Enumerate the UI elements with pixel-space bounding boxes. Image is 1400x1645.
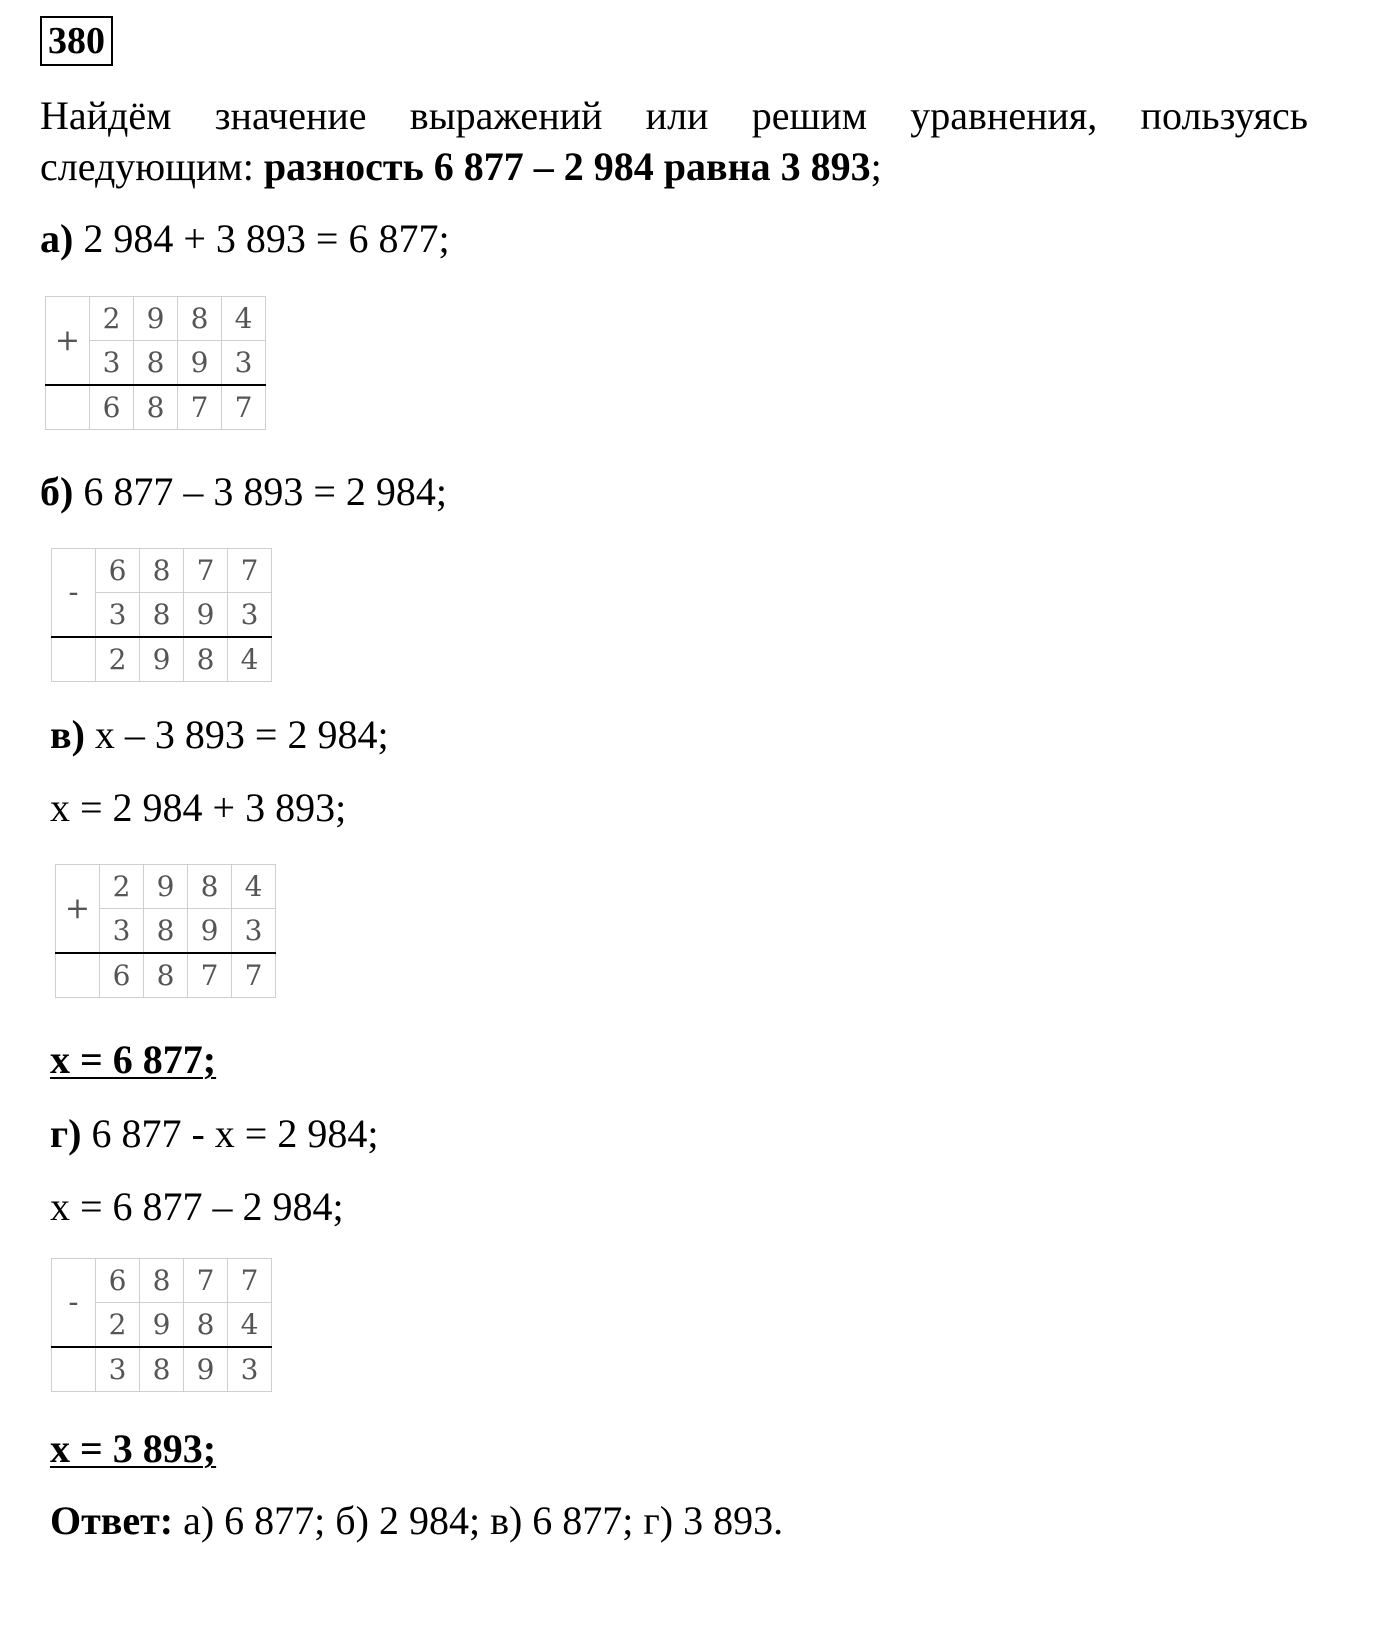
- part-a-expression: [40, 215, 450, 263]
- calc-digit: 3: [96, 1347, 140, 1392]
- calc-digit: 2: [90, 297, 134, 341]
- calc-digit: 8: [134, 385, 178, 430]
- intro-key-fact: разность 6 877 – 2 984 равна 3 893: [263, 144, 871, 189]
- part-v-label: в): [50, 712, 85, 757]
- calc-digit: 7: [228, 1259, 272, 1303]
- calc-digit: 8: [144, 953, 188, 998]
- calc-result-row: [56, 953, 276, 998]
- intro-line-2: [40, 143, 882, 191]
- calc-digit: 4: [222, 297, 266, 341]
- part-b-expression: [40, 468, 447, 516]
- calc-row: [46, 297, 266, 341]
- calc-digit: 8: [184, 637, 228, 682]
- calc-digit: 2: [96, 1303, 140, 1348]
- part-b-label: б): [40, 469, 74, 514]
- calc-digit: 7: [228, 549, 272, 593]
- calc-digit: 3: [96, 593, 140, 638]
- intro-line-1: Найдём значение выражений или решим уравнения, пользуясь: [40, 93, 1308, 138]
- calc-digit: 3: [100, 909, 144, 954]
- part-b-expr: 6 877 – 3 893 = 2 984;: [73, 469, 447, 514]
- final-answer: [50, 1497, 783, 1545]
- calc-digit: 8: [178, 297, 222, 341]
- calc-digit: 3: [228, 1347, 272, 1392]
- calc-digit: 4: [228, 1303, 272, 1348]
- calc-digit: 6: [90, 385, 134, 430]
- calc-digit: 3: [228, 593, 272, 638]
- calc-digit: 7: [178, 385, 222, 430]
- calc-empty-cell: [52, 637, 96, 682]
- problem-number: 380: [40, 16, 113, 66]
- part-v-column-calc: [55, 864, 276, 998]
- calc-row: [56, 865, 276, 909]
- calc-digit: 8: [188, 865, 232, 909]
- calc-sign: -: [52, 549, 96, 638]
- calc-empty-cell: [56, 953, 100, 998]
- calc-result-row: [52, 637, 272, 682]
- calc-digit: 7: [188, 953, 232, 998]
- part-v-answer-text: х = 6 877;: [50, 1037, 217, 1082]
- part-a-label: а): [40, 216, 74, 261]
- part-g-column-calc: [51, 1258, 272, 1392]
- calc-digit: 9: [140, 637, 184, 682]
- calc-digit: 9: [140, 1303, 184, 1348]
- part-g-answer: [50, 1425, 216, 1473]
- part-v-step: х = 2 984 + 3 893;: [50, 785, 347, 830]
- calc-digit: 9: [188, 909, 232, 954]
- calc-digit: 8: [184, 1303, 228, 1348]
- calc-row: [52, 549, 272, 593]
- calc-digit: 4: [228, 637, 272, 682]
- calc-digit: 9: [178, 341, 222, 386]
- part-b-column-calc: [51, 548, 272, 682]
- calc-digit: 2: [96, 637, 140, 682]
- intro-suffix: ;: [870, 144, 882, 189]
- part-v-expression: [50, 711, 389, 759]
- part-g-expression: [50, 1110, 378, 1158]
- calc-digit: 3: [90, 341, 134, 386]
- calc-row: [52, 1259, 272, 1303]
- calc-result-row: [46, 385, 266, 430]
- calc-digit: 3: [222, 341, 266, 386]
- calc-digit: 6: [100, 953, 144, 998]
- calc-digit: 9: [184, 593, 228, 638]
- calc-digit: 8: [140, 1347, 184, 1392]
- final-answer-text: а) 6 877; б) 2 984; в) 6 877; г) 3 893.: [173, 1498, 784, 1543]
- part-a-expr: 2 984 + 3 893 = 6 877;: [73, 216, 450, 261]
- calc-digit: 8: [140, 593, 184, 638]
- calc-digit: 6: [96, 549, 140, 593]
- calc-empty-cell: [46, 385, 90, 430]
- calc-sign: -: [52, 1259, 96, 1348]
- calc-digit: 8: [134, 341, 178, 386]
- part-g-step: х = 6 877 – 2 984;: [50, 1184, 344, 1229]
- calc-digit: 4: [232, 865, 276, 909]
- part-v-answer: [50, 1036, 216, 1084]
- part-v-expr: х – 3 893 = 2 984;: [84, 712, 389, 757]
- calc-digit: 7: [184, 549, 228, 593]
- calc-digit: 2: [100, 865, 144, 909]
- calc-digit: 8: [140, 1259, 184, 1303]
- part-g-expr: 6 877 - х = 2 984;: [81, 1111, 379, 1156]
- calc-digit: 6: [96, 1259, 140, 1303]
- calc-digit: 9: [134, 297, 178, 341]
- calc-digit: 9: [144, 865, 188, 909]
- calc-sign: +: [56, 865, 100, 954]
- calc-digit: 7: [184, 1259, 228, 1303]
- calc-digit: 8: [140, 549, 184, 593]
- intro-prefix: следующим:: [40, 144, 264, 189]
- calc-digit: 9: [184, 1347, 228, 1392]
- calc-result-row: [52, 1347, 272, 1392]
- part-g-label: г): [50, 1111, 82, 1156]
- part-g-answer-text: х = 3 893;: [50, 1426, 217, 1471]
- final-answer-label: Ответ:: [50, 1498, 174, 1543]
- calc-digit: 7: [222, 385, 266, 430]
- calc-digit: 8: [144, 909, 188, 954]
- part-a-column-calc: [45, 296, 266, 430]
- calc-sign: +: [46, 297, 90, 386]
- calc-digit: 3: [232, 909, 276, 954]
- calc-empty-cell: [52, 1347, 96, 1392]
- calc-digit: 7: [232, 953, 276, 998]
